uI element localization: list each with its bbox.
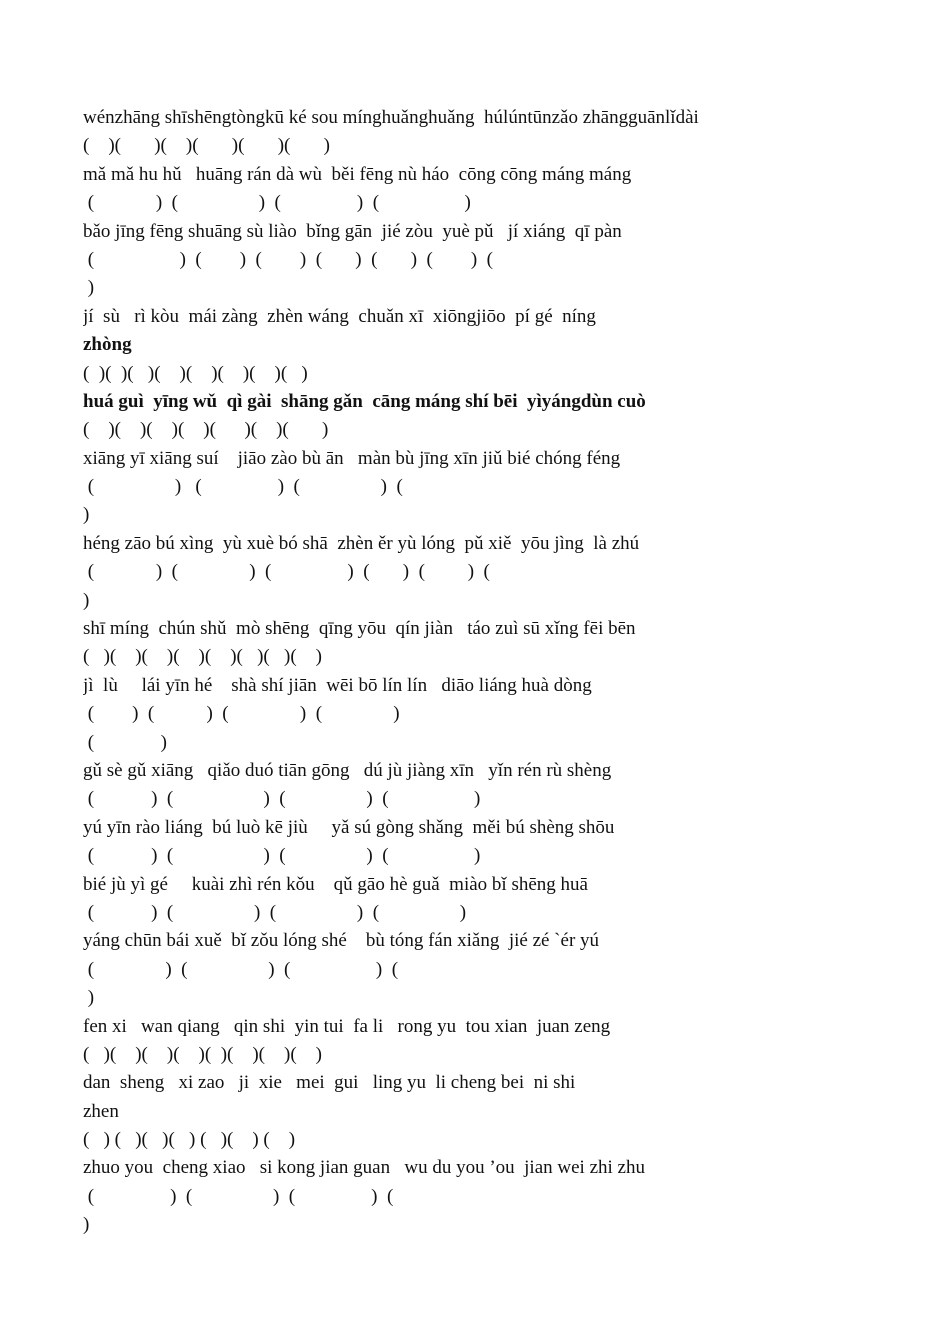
- text-line: bié jù yì gé kuài zhì rén kǒu qǔ gāo hè guǎ miào bǐ shēng huā: [83, 873, 588, 895]
- text-line: bǎo jīng fēng shuāng sù liào bǐng gān jié zòu yuè pǔ jí xiáng qī pàn: [83, 220, 622, 242]
- text-line: ( ) ( ) ( ) (: [83, 476, 403, 498]
- text-line: fen xi wan qiang qin shi yin tui fa li rong yu tou xian juan zeng: [83, 1015, 611, 1037]
- text-line: ( ) ( )( )( ) ( )( ) ( ): [83, 1129, 296, 1151]
- text-line: ( ): [83, 731, 167, 753]
- text-line: ( )( )( )( )( )( )( ): [83, 419, 329, 441]
- text-line: gǔ sè gǔ xiāng qiǎo duó tiān gōng dú jù jiàng xīn yǐn rén rù shèng: [83, 759, 612, 781]
- text-line: ( ) ( ) ( ) ( ) ( ) ( ) (: [83, 248, 494, 270]
- text-line: mǎ mǎ hu hǔ huāng rán dà wù běi fēng nù háo cōng cōng máng máng: [83, 163, 632, 185]
- text-line: huá guì yīng wǔ qì gài shāng gǎn cāng máng shí bēi yìyángdùn cuò: [83, 390, 646, 412]
- text-line: héng zāo bú xìng yù xuè bó shā zhèn ěr yù lóng pǔ xiě yōu jìng là zhú: [83, 532, 640, 554]
- text-line: ( )( )( )( )( )( )( )( ): [83, 362, 308, 384]
- text-line: xiāng yī xiāng suí jiāo zào bù ān màn bù jīng xīn jiǔ bié chóng féng: [83, 447, 621, 469]
- text-line: zhuo you cheng xiao si kong jian guan wu du you ’ou jian wei zhi zhu: [83, 1157, 645, 1179]
- text-line: zhòng: [83, 334, 132, 356]
- text-line: jì lù lái yīn hé shà shí jiān wēi bō lín lín diāo liáng huà dòng: [83, 674, 592, 696]
- text-line: ( ) ( ) ( ) ( ): [83, 788, 481, 810]
- text-line: ): [83, 589, 90, 611]
- text-line: wénzhāng shīshēngtòngkū ké sou mínghuǎnghuǎng húlúntūnzǎo zhāngguānlǐdài: [83, 107, 699, 128]
- text-line: ( ) ( ) ( ) ( ): [83, 192, 471, 214]
- text-line: ( ) ( ) ( ) (: [83, 1185, 394, 1207]
- text-line: yú yīn rào liáng bú luò kē jiù yǎ sú gòng shǎng měi bú shèng shōu: [83, 816, 615, 838]
- text-line: ): [83, 987, 95, 1009]
- text-line: ( ) ( ) ( ) ( ): [83, 845, 481, 867]
- text-line: dan sheng xi zao ji xie mei gui ling yu li cheng bei ni shi: [83, 1072, 576, 1094]
- text-line: ( )( )( )( )( )( ): [83, 135, 330, 157]
- text-line: ( )( )( )( )( )( )( )( ): [83, 1043, 322, 1065]
- text-line: ): [83, 277, 95, 299]
- text-line: ): [83, 1214, 90, 1236]
- text-line: ( ) ( ) ( ) ( ) ( ) (: [83, 561, 490, 583]
- text-line: ( )( )( )( )( )( )( )( ): [83, 646, 322, 668]
- text-line: yáng chūn bái xuě bǐ zǒu lóng shé bù tóng fán xiǎng jié zé ˋér yú: [83, 930, 600, 952]
- worksheet: [83, 104, 873, 1240]
- text-line: ( ) ( ) ( ) ( ): [83, 703, 400, 725]
- text-line: jí sù rì kòu mái zàng zhèn wáng chuǎn xī xiōngjiōo pí gé níng: [83, 305, 596, 327]
- text-line: zhen: [83, 1100, 119, 1122]
- worksheet-lines: [83, 104, 873, 1240]
- text-line: ( ) ( ) ( ) ( ): [83, 901, 467, 923]
- text-line: ): [83, 504, 90, 526]
- text-line: ( ) ( ) ( ) (: [83, 958, 399, 980]
- text-line: shī míng chún shǔ mò shēng qīng yōu qín jiàn táo zuì sū xǐng fēi bēn: [83, 618, 636, 640]
